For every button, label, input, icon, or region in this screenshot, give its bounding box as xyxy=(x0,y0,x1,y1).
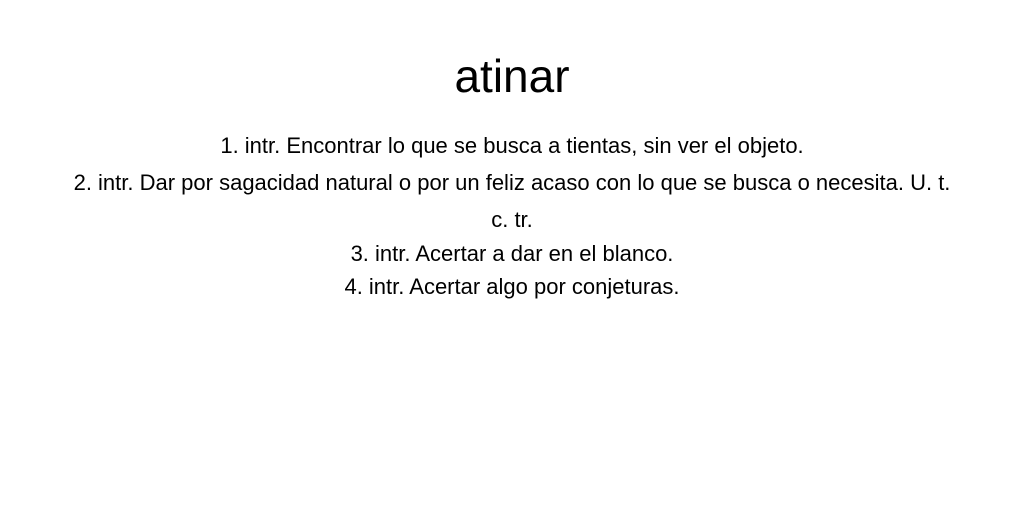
definition-item: 3. intr. Acertar a dar en el blanco. xyxy=(350,241,674,266)
definition-item: 1. intr. Encontrar lo que se busca a tientas, sin ver el objeto. xyxy=(220,133,804,158)
definition-item: 2. intr. Dar por sagacidad natural o por un feliz acaso con lo que se busca o necesita. U. t. c. tr. xyxy=(73,170,951,232)
definition-item: 4. intr. Acertar algo por conjeturas. xyxy=(344,274,680,299)
definitions-list xyxy=(72,128,952,304)
headword-title: atinar xyxy=(454,50,570,102)
